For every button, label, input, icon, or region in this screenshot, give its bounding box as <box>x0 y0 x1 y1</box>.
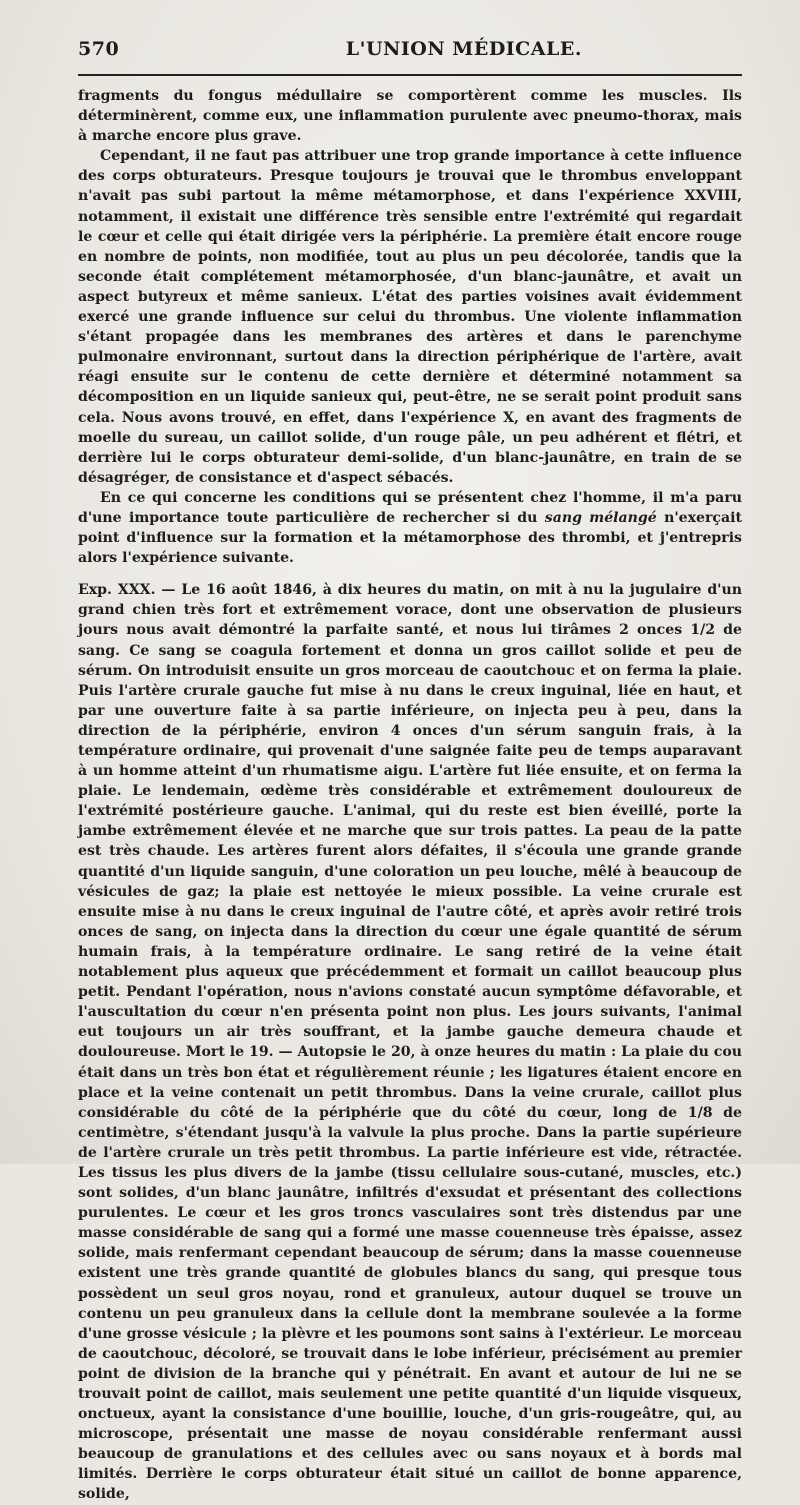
body-text <box>78 86 742 1505</box>
paragraph-2: Cependant, il ne faut pas attribuer une trop grande importance à cette influence des corps obturateurs. Presque toujours je trouvai que le thrombus enveloppant n'avait pas subi partout la même métamorphose, et dans l'expérience XXVIII, notamment, il existait une différence très sensible entre l'extrémité qui regardait le cœur et celle qui était dirigée vers la périphérie. La première était encore rouge en nombre de points, non modifiée, tout au plus un peu décolorée, tandis que la seconde était complétement métamorphosée, d'un blanc-jaunâtre, et avait un aspect butyreux et même sanieux. L'état des parties voisines avait évidemment exercé une grande influence sur celui du thrombus. Une violente inflammation s'étant propagée dans les membranes des artères et dans le parenchyme pulmonaire environnant, surtout dans la direction périphérique de l'artère, avait réagi ensuite sur le contenu de cette dernière et déterminé notamment sa décomposition en un liquide sanieux qui, peut-être, ne se serait point produit sans cela. Nous avons trouvé, en effet, dans l'expérience X, en avant des fragments de moelle du sureau, un caillot solide, d'un rouge pâle, un peu adhérent et flétri, et derrière lui le corps obturateur demi-solide, d'un blanc-jaunâtre, en train de se désagréger, de consistance et d'aspect sébacés. <box>78 148 742 486</box>
experiment-label: Exp. XXX. <box>78 582 156 599</box>
page-header <box>78 38 742 60</box>
paragraph-3-after: n'exerçait point d'influence sur la formation et la métamorphose des thrombi, et j'entrepris alors l'expérience suivante. <box>78 509 742 567</box>
paragraph-1: fragments du fongus médullaire se comportèrent comme les muscles. Ils déterminèrent, comme eux, une inflammation purulente avec pneumo-thorax, mais à marche encore plus grave. <box>78 88 742 145</box>
paragraph-3 <box>78 488 742 568</box>
running-title: L'UNION MÉDICALE. <box>345 38 582 60</box>
page-number: 570 <box>78 38 120 60</box>
paragraph-3-emphasis: sang mélangé <box>544 509 657 526</box>
paragraph-3-before: En ce qui concerne les conditions qui se présentent chez l'homme, il m'a paru d'une importance toute particulière de rechercher si du <box>78 489 742 526</box>
experiment-paragraph <box>78 580 742 1504</box>
experiment-text: — Le 16 août 1846, à dix heures du matin, on mit à nu la jugulaire d'un grand chien très fort et extrêmement vorace, dont une observation de plusieurs jours nous avait démontré la parfaite santé, et nous lui tirâmes 2 onces 1/2 de sang. Ce sang se coagula fortement et donna un gros caillot solide et peu de sérum. On introduisit ensuite un gros morceau de caoutchouc et on ferma la plaie. Puis l'artère crurale gauche fut mise à nu dans le creux inguinal, liée en haut, et par une ouverture faite à sa partie inférieure, on injecta peu à peu, dans la direction de la périphérie, environ 4 onces d'un sérum sanguin frais, à la température ordinaire, qui provenait d'une saignée faite peu de temps auparavant à un homme atteint d'un rhumatisme aigu. L'artère fut liée ensuite, et on ferma la plaie. Le lendemain, œdème très considérable et extrêmement douloureux de l'extrémité postérieure gauche. L'animal, qui du reste est bien éveillé, porte la jambe extrêmement élevée et ne marche que sur trois pattes. La peau de la patte est très chaude. Les artères furent alors défaites, il s'écoula une grande grande quantité d'un liquide sanguin, d'une coloration un peu louche, mêlé à beaucoup de vésicules de gaz; la plaie est nettoyée le mieux possible. La veine crurale est ensuite mise à nu dans le creux inguinal de l'autre côté, et après avoir retiré trois onces de sang, on injecta dans la direction du cœur une égale quantité de sérum humain frais, à la température ordinaire. Le sang retiré de la veine était notablement plus aqueux que précédemment et formait un caillot beaucoup plus petit. Pendant l'opération, nous n'avions constaté aucun symptôme défavorable, et l'auscultation du cœur n'en présenta point non plus. Les jours suivants, l'animal eut toujours un air très souffrant, et la jambe gauche demeura chaude et douloureuse. Mort le 19. — Autopsie le 20, à onze heures du matin : La plaie du cou était dans un très bon état et régulièrement réunie ; les ligatures étaient encore en place et la veine contenait un petit thrombus. Dans la veine crurale, caillot plus considérable du côté de la périphérie que du côté du cœur, long de 1/8 de centimètre, s'étendant jusqu'à la valvule la plus proche. Dans la partie supérieure de l'artère crurale un très petit thrombus. La partie inférieure est vide, rétractée. Les tissus les plus divers de la jambe (tissu cellulaire sous-cutané, muscles, etc.) sont solides, d'un blanc jaunâtre, infiltrés d'exsudat et présentant des collections purulentes. Le cœur et les gros troncs vasculaires sont très distendus par une masse considérable de sang qui a formé une masse couenneuse très épaisse, assez solide, mais renfermant cependant beaucoup de sérum; dans la masse couenneuse existent une très grande quantité de globules blancs du sang, qui presque tous possèdent un seul gros noyau, rond et granuleux, autour duquel se trouve un contenu un peu granuleux dans la cellule dont la membrane soulevée a la forme d'une grosse vésicule ; la plèvre et les poumons sont sains à l'extérieur. Le morceau de caoutchouc, décoloré, se trouvait dans le lobe inférieur, précisément au premier point de division de la branche qui y pénétrait. En avant et autour de lui ne se trouvait point de caillot, mais seulement une petite quantité d'un liquide visqueux, onctueux, ayant la consistance d'une bouillie, louche, d'un gris-rougeâtre, qui, au microscope, présentait une masse de noyau considérable renfermant aussi beaucoup de granulations et des cellules avec ou sans noyaux et à bords mal limités. Derrière le corps obturateur était situé un caillot de bonne apparence, solide, <box>78 582 742 1503</box>
header-rule <box>78 74 742 76</box>
